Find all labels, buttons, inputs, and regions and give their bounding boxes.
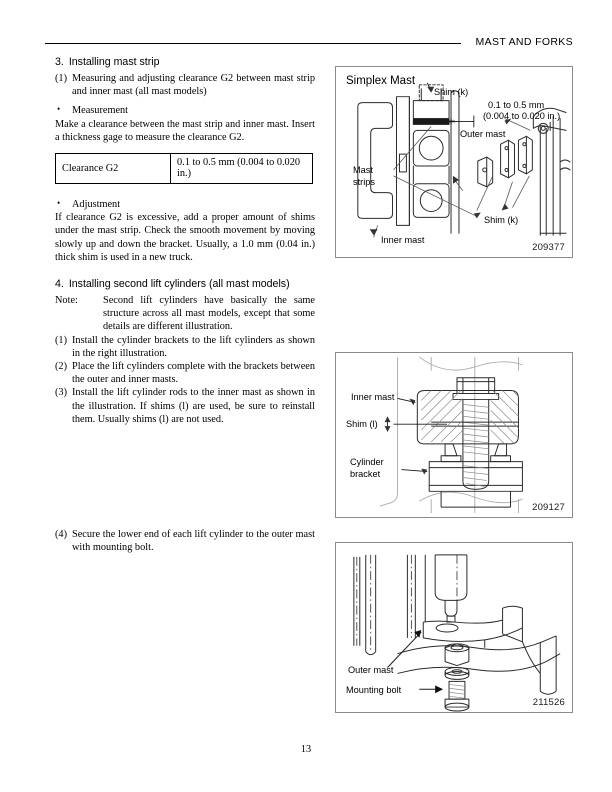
section-4-item-1-text: Install the cylinder brackets to the lift cylinders as shown in the right illustration. bbox=[72, 334, 315, 359]
header-title: MAST AND FORKS bbox=[475, 36, 573, 48]
section-3-item-1-marker: (1) bbox=[55, 73, 68, 84]
section-4-item-1 bbox=[55, 334, 315, 360]
figure-1-label-mast-strips-1: Mast bbox=[353, 165, 373, 175]
section-3-number: 3. bbox=[55, 56, 64, 68]
section-4-number: 4. bbox=[55, 278, 64, 291]
section-4-heading bbox=[55, 278, 315, 290]
text-column bbox=[55, 56, 315, 426]
figure-mounting-bolt bbox=[335, 542, 573, 713]
page-header bbox=[45, 36, 573, 54]
table-row bbox=[56, 154, 313, 184]
figure-1-title: Simplex Mast bbox=[346, 75, 416, 87]
measurement-paragraph: Make a clearance between the mast strip and inner mast. Insert a thickness gage to measure the clearance G2. bbox=[55, 118, 315, 143]
section-4-title: Installing second lift cylinders (all mast models) bbox=[68, 278, 290, 291]
adjustment-label: Adjustment bbox=[72, 199, 121, 211]
section-4-item-3-text: Install the lift cylinder rods to the inner mast as shown in the illustration. If shims (l) are used, be sure to reinstall them. Usually shims (l) are not used. bbox=[72, 387, 315, 425]
section-4-item-3-marker: (3) bbox=[55, 387, 68, 399]
figure-2-code: 209127 bbox=[532, 502, 565, 513]
note-marker: Note: bbox=[55, 295, 78, 307]
figure-3-label-mounting-bolt: Mounting bolt bbox=[346, 685, 402, 695]
figure-3-code: 211526 bbox=[532, 697, 565, 708]
spec-key: Clearance G2 bbox=[56, 154, 171, 184]
section-4-item-4 bbox=[55, 528, 315, 554]
bullet-icon: • bbox=[57, 198, 61, 209]
figure-cylinder-bracket bbox=[335, 352, 573, 518]
figure-1-label-inner-mast: Inner mast bbox=[381, 235, 425, 245]
figure-2-label-shim-l: Shim (l) bbox=[346, 419, 378, 429]
note-text: Second lift cylinders have basically the same structure across all mast models, except that some details are different illustration. bbox=[103, 295, 315, 333]
figure-1-label-shim-top: Shim (k) bbox=[434, 87, 469, 97]
section-4-item-3 bbox=[55, 386, 315, 426]
figure-3-label-outer-mast: Outer mast bbox=[348, 665, 394, 675]
measurement-label: Measurement bbox=[72, 105, 129, 117]
adjustment-bullet-line bbox=[55, 198, 315, 211]
clearance-spec-table bbox=[55, 153, 313, 184]
figure-1-label-dim-line2: (0.004 to 0.020 in.) bbox=[483, 111, 561, 121]
bullet-icon: • bbox=[57, 104, 61, 115]
section-4-item-2-marker: (2) bbox=[55, 361, 68, 373]
section-4-item-4-marker: (4) bbox=[55, 529, 68, 540]
figure-2-drawing bbox=[336, 353, 572, 517]
section-4-item-1-marker: (1) bbox=[55, 334, 68, 346]
section-4-item-2-text: Place the lift cylinders complete with the brackets between the outer and inner masts. bbox=[72, 361, 315, 386]
section-3-item-1-text: Measuring and adjusting clearance G2 between mast strip and inner mast (all mast models) bbox=[72, 73, 315, 98]
spec-value: 0.1 to 0.5 mm (0.004 to 0.020 in.) bbox=[171, 154, 313, 184]
section-3-heading bbox=[55, 56, 315, 68]
page-number: 13 bbox=[300, 744, 312, 755]
section-3-title: Installing mast strip bbox=[68, 56, 160, 68]
figure-2-label-cylinder-2: bracket bbox=[350, 469, 381, 479]
section-3-item-1 bbox=[55, 72, 315, 98]
figure-1-code: 209377 bbox=[532, 242, 565, 253]
section-4-item-4-block bbox=[55, 528, 315, 554]
figure-1-label-dim-line1: 0.1 to 0.5 mm bbox=[488, 100, 545, 110]
section-4-item-2 bbox=[55, 360, 315, 386]
figure-2-label-cylinder-1: Cylinder bbox=[350, 457, 384, 467]
figure-1-label-shim-bottom: Shim (k) bbox=[484, 215, 519, 225]
figure-simplex-mast bbox=[335, 66, 573, 258]
section-4-note bbox=[55, 294, 315, 334]
measurement-bullet-line bbox=[55, 104, 315, 117]
figure-1-label-outer-mast: Outer mast bbox=[460, 129, 506, 139]
adjustment-paragraph: If clearance G2 is excessive, add a proper amount of shims under the mast strip. Check the smooth movement by moving slowly up and down the bracket. Usually, a 1.0 mm (0.04 in.) thick shim is used in a new truck. bbox=[55, 212, 315, 263]
figure-1-label-mast-strips-2: strips bbox=[353, 177, 375, 187]
section-4-item-4-text: Secure the lower end of each lift cylinder to the outer mast with mounting bolt. bbox=[72, 529, 315, 554]
figure-2-label-inner-mast: Inner mast bbox=[351, 392, 395, 402]
header-rule bbox=[45, 43, 461, 44]
